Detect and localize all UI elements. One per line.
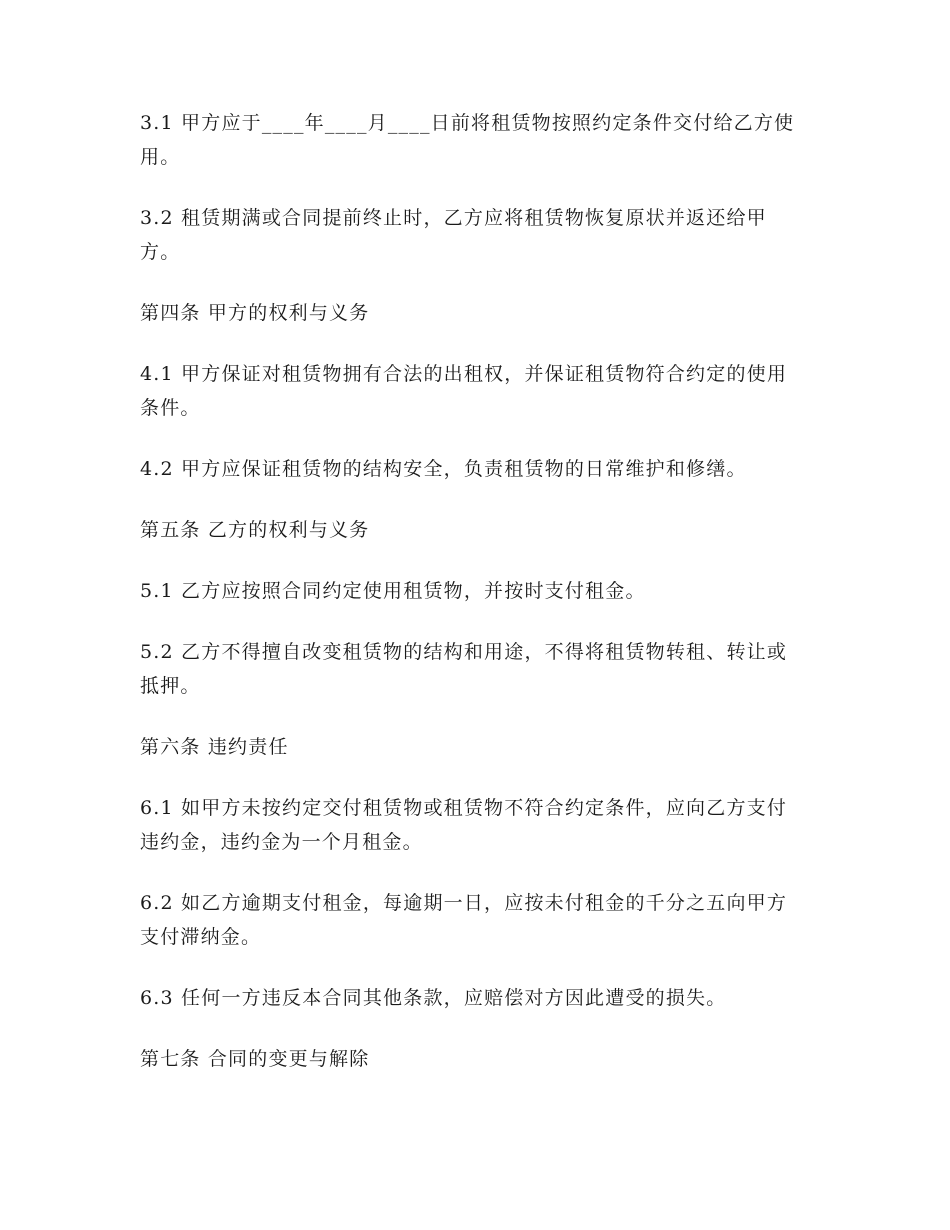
article-5-heading: 第五条 乙方的权利与义务 [140, 519, 370, 541]
clause-4-2: 4.2 甲方应保证租赁物的结构安全，负责租赁物的日常维护和修缮。 [140, 458, 747, 480]
article-7-heading: 第七条 合同的变更与解除 [140, 1048, 370, 1070]
document-body [140, 106, 800, 1103]
article-6-heading: 第六条 违约责任 [140, 736, 289, 758]
clause-3-1: 3.1 甲方应于____年____月____日前将租赁物按照约定条件交付给乙方使用。 [140, 112, 795, 168]
clause-6-1: 6.1 如甲方未按约定交付租赁物或租赁物不符合约定条件，应向乙方支付违约金，违约金为一个月租金。 [140, 797, 788, 853]
clause-3-2: 3.2 租赁期满或合同提前终止时，乙方应将租赁物恢复原状并返还给甲方。 [140, 207, 767, 263]
clause-4-1: 4.1 甲方保证对租赁物拥有合法的出租权，并保证租赁物符合约定的使用条件。 [140, 363, 788, 419]
article-4-heading: 第四条 甲方的权利与义务 [140, 302, 370, 324]
clause-5-2: 5.2 乙方不得擅自改变租赁物的结构和用途，不得将租赁物转租、转让或抵押。 [140, 641, 788, 697]
clause-6-3: 6.3 任何一方违反本合同其他条款，应赔偿对方因此遭受的损失。 [140, 987, 727, 1009]
clause-6-2: 6.2 如乙方逾期支付租金，每逾期一日，应按未付租金的千分之五向甲方支付滞纳金。 [140, 892, 788, 948]
clause-5-1: 5.1 乙方应按照合同约定使用租赁物，并按时支付租金。 [140, 580, 646, 602]
